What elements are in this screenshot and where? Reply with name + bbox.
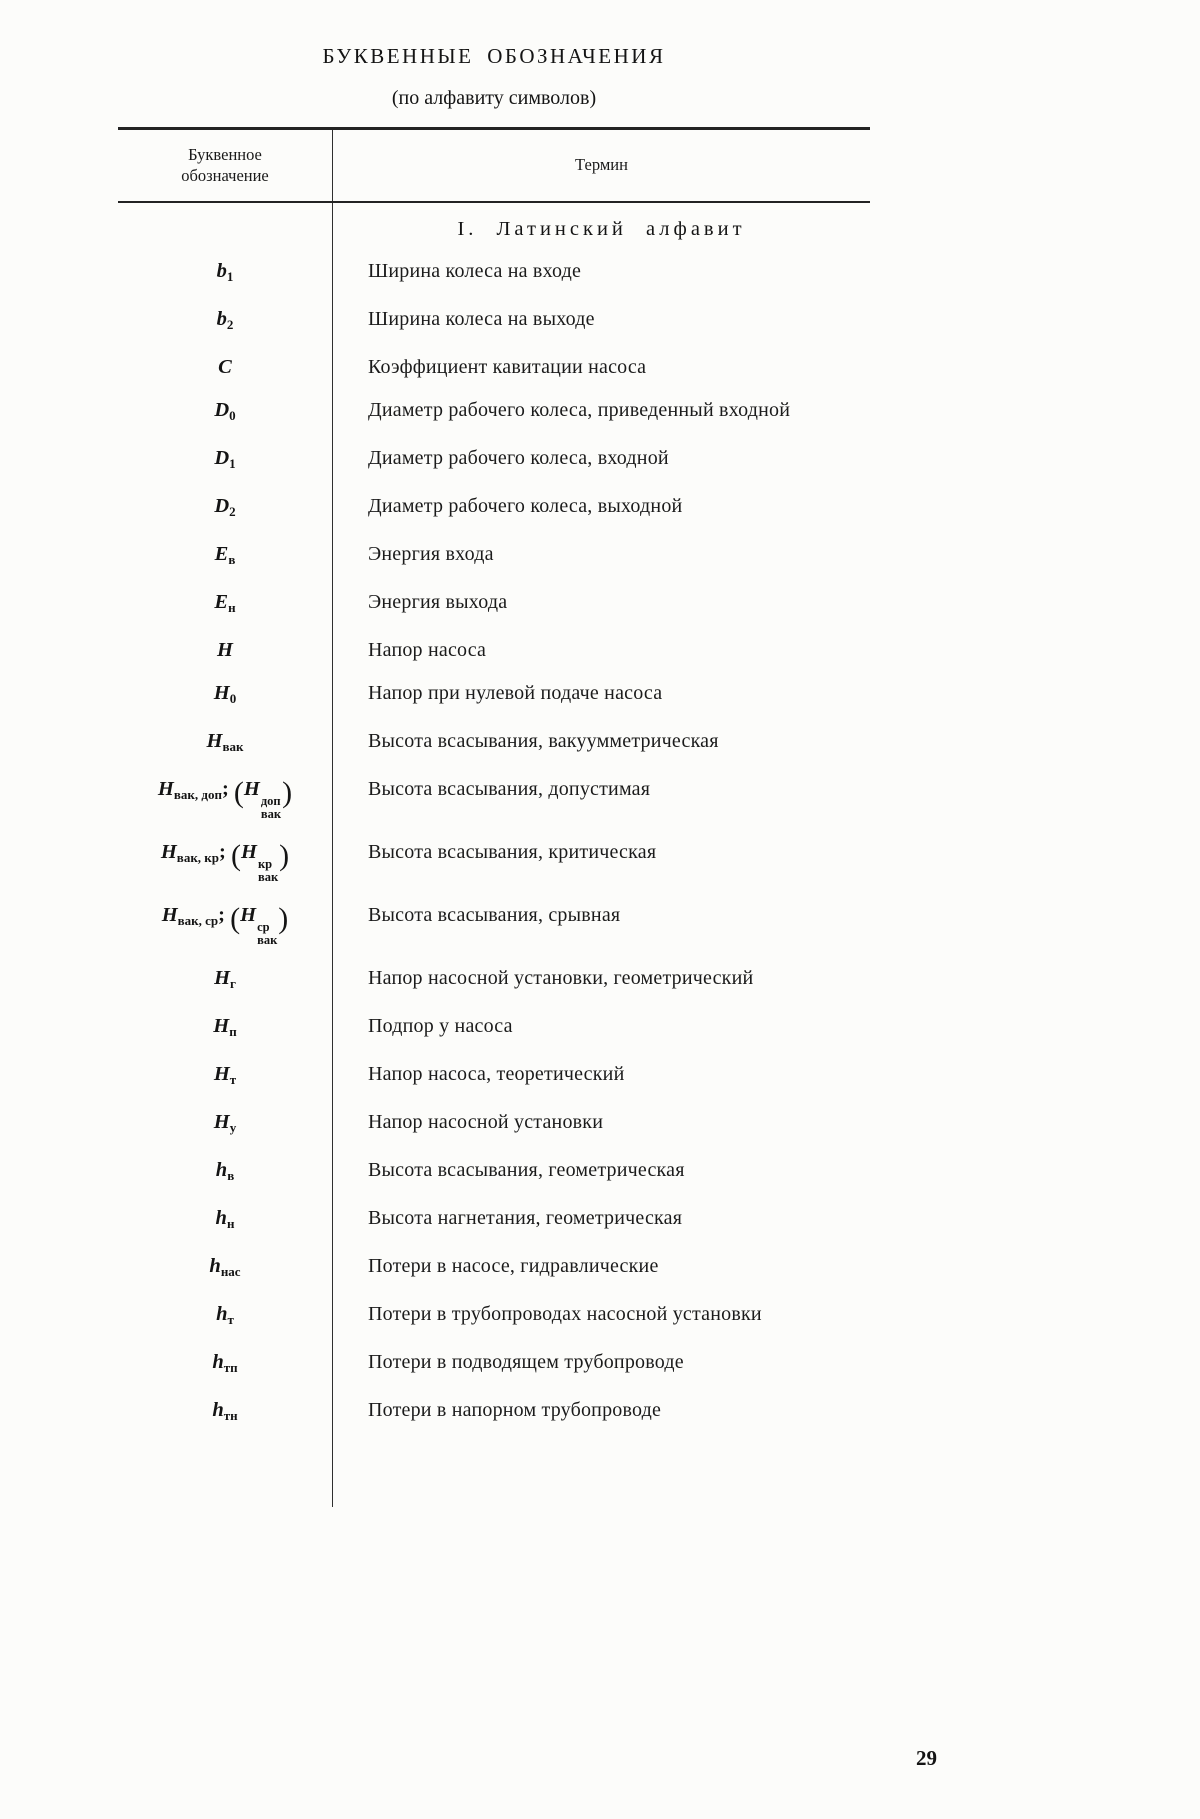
table-row [118, 1101, 870, 1149]
page-number: 29 [916, 1746, 937, 1770]
term-column-header: Термин [575, 155, 628, 175]
table-row [118, 533, 870, 581]
symbol-cell [118, 1245, 333, 1293]
table-row [118, 485, 870, 533]
symbols-table [118, 127, 870, 1507]
symbol-cell [118, 1053, 333, 1101]
term-cell: Напор насосной установки [368, 1110, 604, 1133]
symbol: Hвак, доп; (H доп вак ) [157, 775, 293, 821]
table-header-row [118, 130, 870, 203]
symbol: hв [215, 1158, 235, 1183]
symbol-cell [118, 485, 333, 533]
symbol: Hп [213, 1014, 237, 1039]
term-cell: Подпор у насоса [368, 1014, 513, 1037]
table-body [118, 250, 870, 1437]
symbol: Hвак, кр; (H кр вак ) [160, 838, 290, 884]
symbol: H [217, 638, 233, 661]
table-row [118, 250, 870, 298]
term-cell: Энергия выхода [368, 590, 508, 613]
symbol-cell [118, 1149, 333, 1197]
table-row [118, 1149, 870, 1197]
table-row [118, 894, 870, 957]
term-cell: Высота всасывания, вакуумметрическая [368, 729, 719, 752]
term-cell: Потери в напорном трубопроводе [368, 1398, 662, 1421]
symbol-cell [118, 1389, 333, 1437]
term-cell: Высота всасывания, срывная [368, 903, 621, 926]
symbol-cell [118, 1293, 333, 1341]
symbol-cell [118, 250, 333, 298]
term-cell: Напор насоса, теоретический [368, 1062, 625, 1085]
term-cell: Потери в трубопроводах насосной установки [368, 1302, 762, 1325]
term-cell: Диаметр рабочего колеса, приведенный входной [368, 398, 791, 421]
symbol: Eв [214, 542, 236, 567]
symbol: D0 [214, 398, 236, 423]
symbol-cell [118, 437, 333, 485]
table-row [118, 581, 870, 629]
table-row [118, 1053, 870, 1101]
symbol-cell [118, 672, 333, 720]
table-row [118, 672, 870, 720]
symbol-cell [118, 720, 333, 768]
symbol-cell [118, 957, 333, 1005]
term-cell: Высота всасывания, допустимая [368, 777, 651, 800]
page-content [118, 0, 870, 1507]
table-row [118, 957, 870, 1005]
table-row [118, 629, 870, 672]
term-cell: Напор насоса [368, 638, 487, 661]
term-cell: Энергия входа [368, 542, 494, 565]
term-cell: Потери в насосе, гидравлические [368, 1254, 659, 1277]
symbol: C [218, 355, 232, 378]
symbol-cell [118, 1197, 333, 1245]
term-cell: Ширина колеса на выходе [368, 307, 595, 330]
symbol-cell [118, 894, 333, 957]
symbol-cell [118, 298, 333, 346]
symbol: hт [216, 1302, 234, 1327]
document-subtitle: (по алфавиту символов) [391, 87, 597, 109]
term-cell: Потери в подводящем трубопроводе [368, 1350, 684, 1373]
table-row [118, 389, 870, 437]
symbol: Hт [213, 1062, 237, 1087]
term-cell: Высота всасывания, геометрическая [368, 1158, 685, 1181]
document-title: БУКВЕННЫЕ ОБОЗНАЧЕНИЯ [322, 44, 666, 68]
table-row [118, 298, 870, 346]
symbol: hтп [212, 1350, 238, 1375]
table-row [118, 1197, 870, 1245]
table-row [118, 720, 870, 768]
symbol: hн [215, 1206, 235, 1231]
table-row [118, 831, 870, 894]
symbol: b2 [216, 307, 234, 332]
table-row [118, 1389, 870, 1437]
table-row [118, 1293, 870, 1341]
table-row [118, 1245, 870, 1293]
symbol: hтн [212, 1398, 238, 1423]
symbol: hнас [209, 1254, 241, 1279]
term-cell: Коэффициент кавитации насоса [368, 355, 647, 378]
table-row [118, 346, 870, 389]
term-cell: Диаметр рабочего колеса, выходной [368, 494, 683, 517]
term-cell: Напор насосной установки, геометрический [368, 966, 754, 989]
table-row [118, 437, 870, 485]
symbol: b1 [216, 259, 234, 284]
section-heading: I. Латинский алфавит [457, 217, 746, 240]
vertical-rule-extension [118, 1437, 333, 1507]
term-cell: Высота нагнетания, геометрическая [368, 1206, 683, 1229]
symbol-cell [118, 1101, 333, 1149]
symbol: H0 [213, 681, 237, 706]
symbol-cell [118, 533, 333, 581]
symbol-cell [118, 1005, 333, 1053]
symbol: Hвак [206, 729, 244, 754]
symbol-column-header: Буквенное обозначение [118, 130, 333, 201]
symbol: D1 [214, 446, 236, 471]
symbol: Eн [214, 590, 236, 615]
symbol-cell [118, 389, 333, 437]
symbol-cell [118, 581, 333, 629]
symbol: Hг [214, 966, 236, 991]
table-row [118, 768, 870, 831]
table-row [118, 1341, 870, 1389]
section-heading-spacer [118, 203, 333, 250]
table-row [118, 1005, 870, 1053]
symbol-cell [118, 629, 333, 672]
symbol: D2 [214, 494, 236, 519]
symbol-cell [118, 831, 333, 894]
symbol-cell [118, 768, 333, 831]
symbol-cell [118, 1341, 333, 1389]
term-cell: Высота всасывания, критическая [368, 840, 657, 863]
symbol: Hу [213, 1110, 237, 1135]
term-cell: Напор при нулевой подаче насоса [368, 681, 663, 704]
symbol-cell [118, 346, 333, 389]
term-cell: Ширина колеса на входе [368, 259, 582, 282]
term-cell: Диаметр рабочего колеса, входной [368, 446, 669, 469]
symbol: Hвак, ср; (H ср вак ) [161, 901, 289, 947]
section-heading-row [118, 203, 870, 250]
